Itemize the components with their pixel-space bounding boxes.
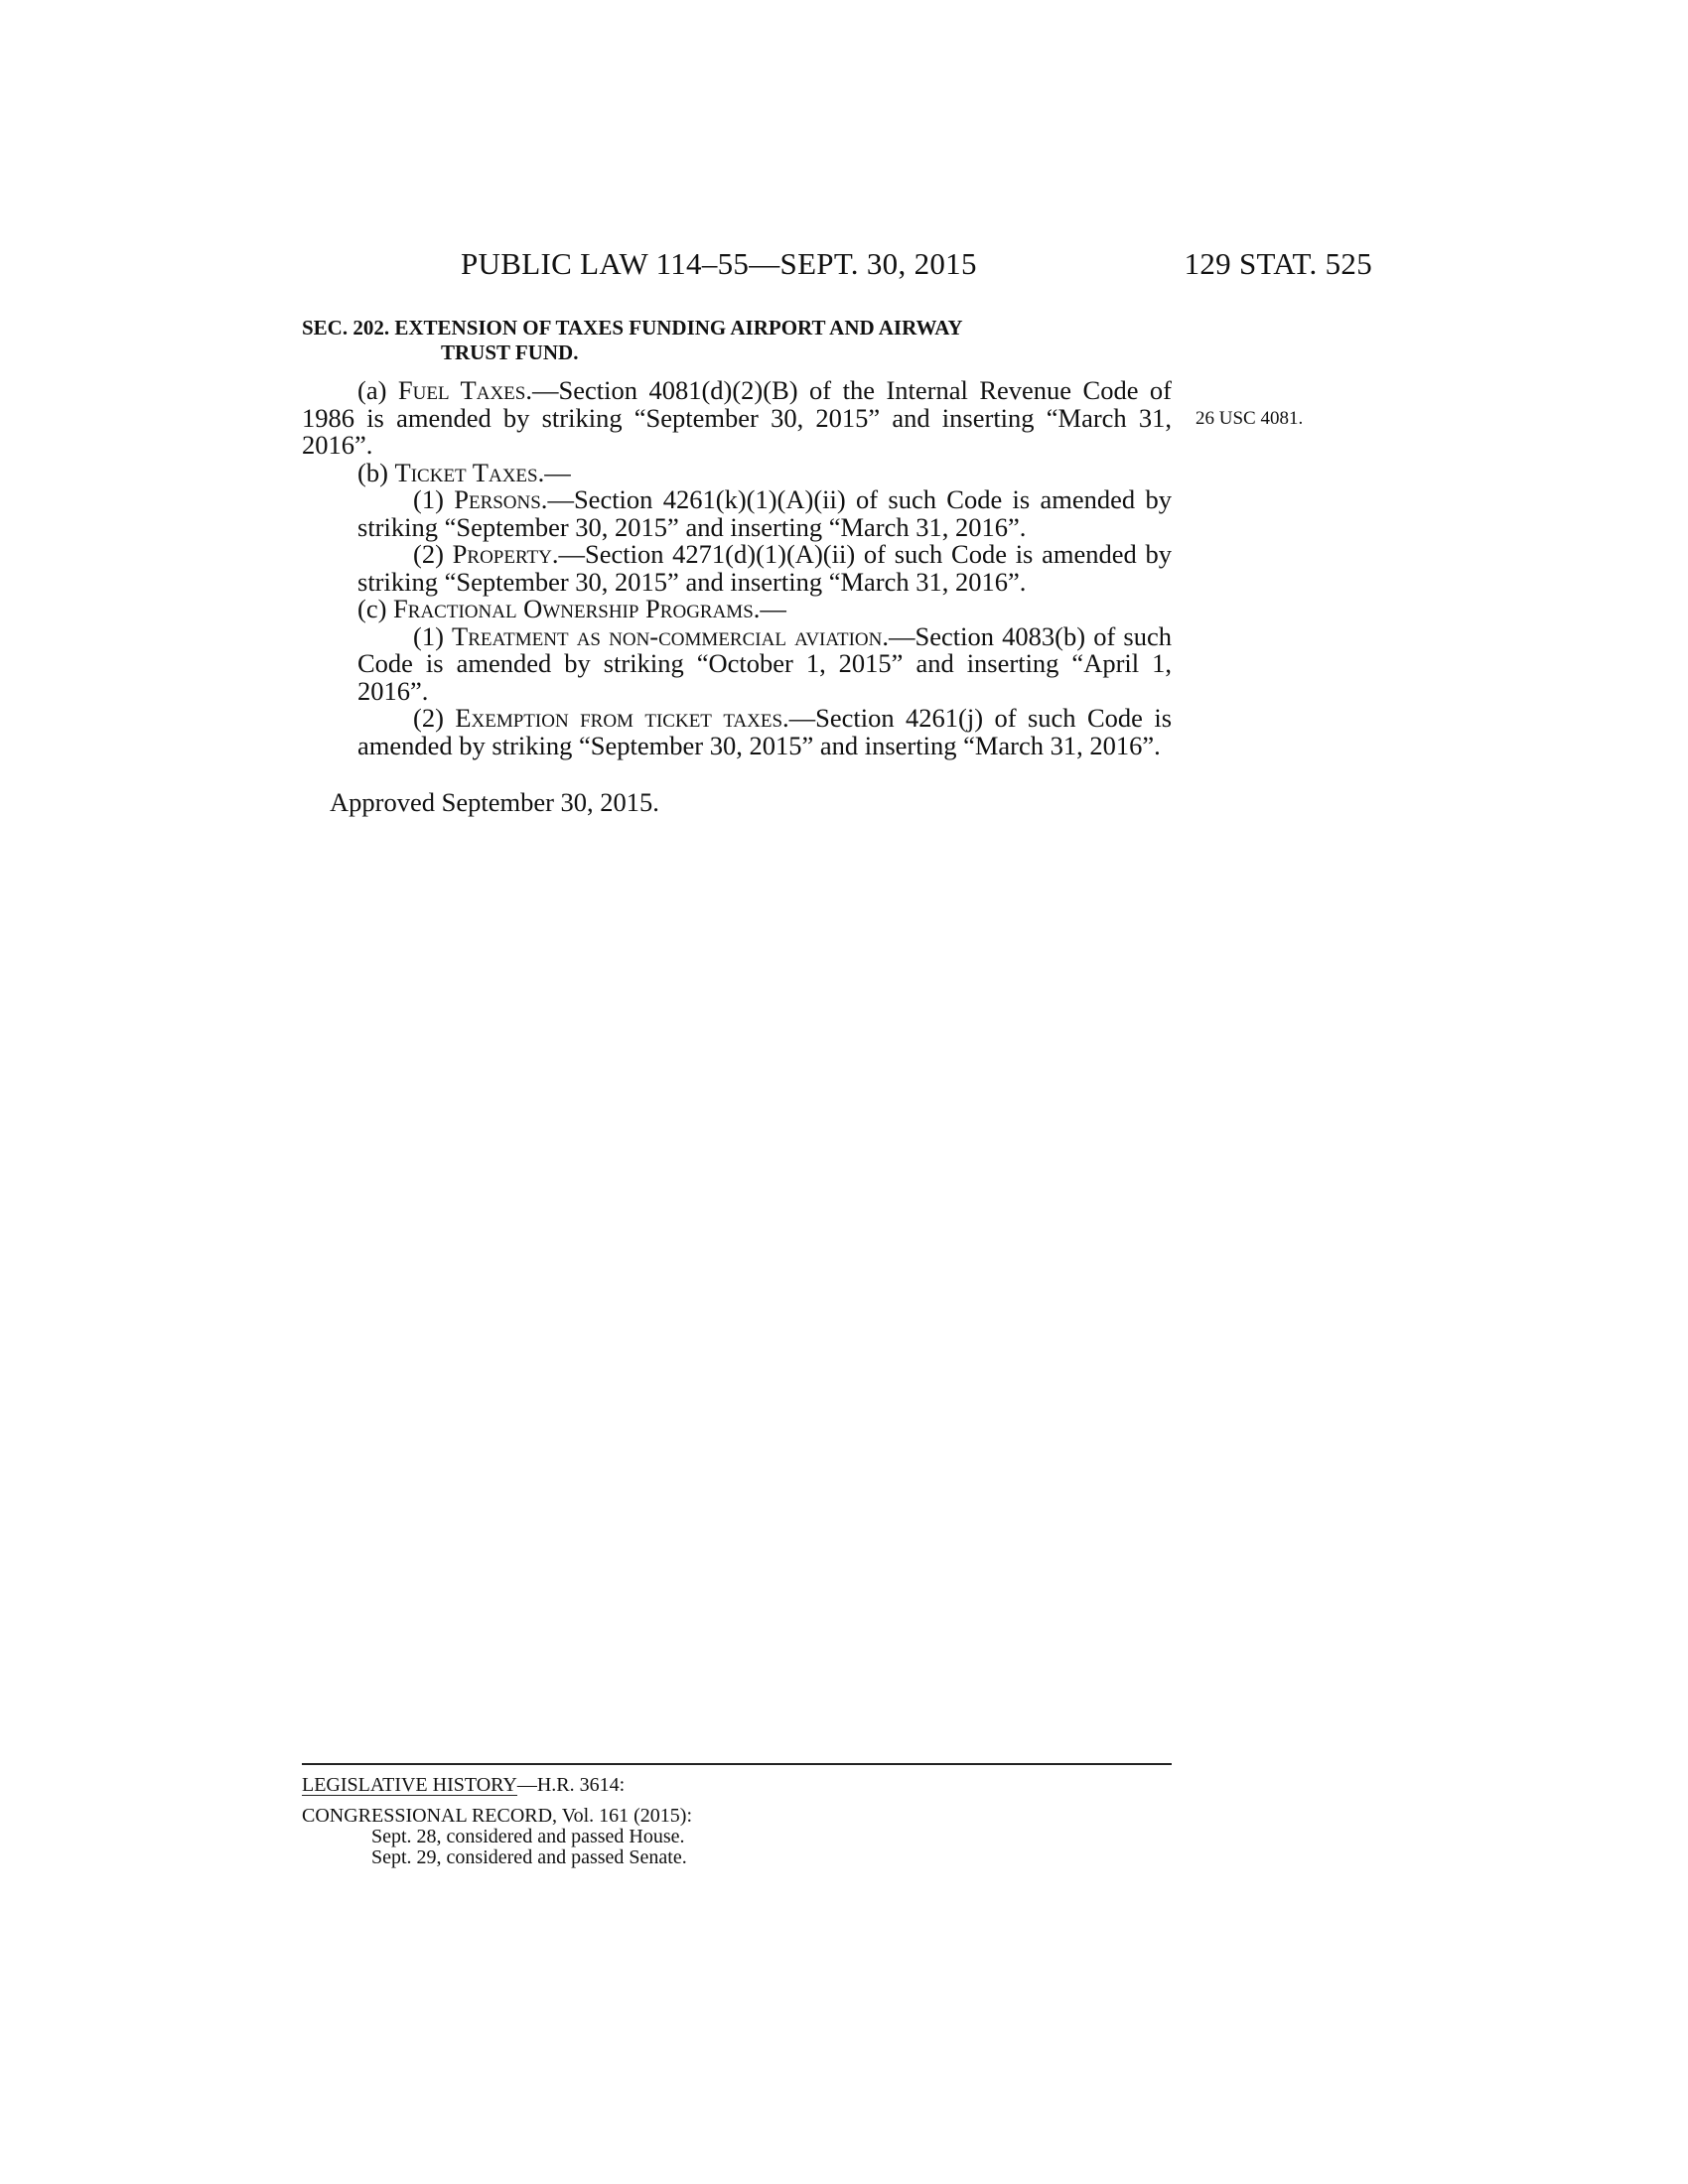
- history-line: [302, 1775, 1172, 1796]
- paragraph-b1-label: (1): [413, 484, 455, 514]
- paragraph-c2-heading: Exemption from ticket taxes.: [455, 703, 789, 733]
- subsection-b-label: (b): [357, 457, 395, 487]
- paragraph-c1: [302, 620, 1172, 706]
- subsection-a: [302, 377, 1172, 460]
- paragraph-c1-heading: Treatment as non-commercial aviation.: [452, 620, 890, 651]
- paragraph-c2: [302, 705, 1172, 759]
- subsection-b-heading: Ticket Taxes.: [394, 457, 545, 487]
- paragraph-b2-text: —Section 4271(d)(1)(A)(ii) of such Code is amended by striking “September 30, 2015” and inserting “March 31, 2016”.: [357, 539, 1173, 597]
- history-bill: —H.R. 3614:: [516, 1774, 626, 1796]
- paragraph-c2-label: (2): [413, 703, 456, 733]
- history-entry: Sept. 28, considered and passed House.: [371, 1826, 685, 1847]
- subsection-a-label: (a): [357, 375, 398, 405]
- approval-date: Approved September 30, 2015.: [330, 787, 659, 817]
- subsection-a-heading: Fuel Taxes.: [397, 375, 532, 405]
- congressional-record: CONGRESSIONAL RECORD, Vol. 161 (2015):: [302, 1805, 692, 1827]
- legislative-history: [302, 1763, 1172, 1868]
- subsection-c-heading: Fractional Ownership Programs.: [393, 594, 761, 623]
- subsection-b-dash: —: [544, 457, 571, 487]
- paragraph-b1-text: —Section 4261(k)(1)(A)(ii) of such Code is amended by striking “September 30, 2015” and inserting “March 31, 2016”.: [357, 484, 1172, 542]
- paragraph-c1-text: —Section 4083(b) of such Code is amended by striking “October 1, 2015” and inserting “April 1, 2016”.: [357, 620, 1172, 706]
- subsection-c: [302, 596, 1172, 623]
- paragraph-b2: [302, 541, 1172, 596]
- stat-page-number: 129 STAT. 525: [1184, 246, 1372, 281]
- paragraph-c2-text: —Section 4261(j) of such Code is amended by striking “September 30, 2015” and inserting “March 31, 2016”.: [357, 703, 1173, 760]
- paragraph-b1: [302, 486, 1172, 541]
- paragraph-b1-heading: Persons.: [454, 484, 548, 514]
- subsection-b: [302, 457, 1172, 487]
- paragraph-c1-label: (1): [413, 620, 453, 651]
- margin-note-citation: 26 USC 4081.: [1196, 408, 1304, 429]
- footer-rule: [302, 1763, 1172, 1765]
- section-heading-line1: SEC. 202. EXTENSION OF TAXES FUNDING AIRPORT AND AIRWAY: [302, 316, 963, 340]
- paragraph-b2-label: (2): [413, 539, 453, 569]
- running-head: [300, 246, 1372, 286]
- subsection-c-label: (c): [357, 594, 394, 623]
- section-body: [302, 316, 1172, 817]
- subsection-a-text: —Section 4081(d)(2)(B) of the Internal Revenue Code of 1986 is amended by striking “September 30, 2015” and inserting “March 31, 2016”.: [302, 375, 1172, 460]
- history-entry: Sept. 29, considered and passed Senate.: [371, 1846, 687, 1868]
- page-title: PUBLIC LAW 114–55—SEPT. 30, 2015: [461, 246, 977, 281]
- section-heading: [302, 316, 1172, 365]
- section-heading-line2: TRUST FUND.: [441, 341, 579, 364]
- paragraph-b2-heading: Property.: [452, 539, 559, 569]
- history-label: LEGISLATIVE HISTORY: [302, 1774, 517, 1796]
- subsection-c-dash: —: [760, 594, 786, 623]
